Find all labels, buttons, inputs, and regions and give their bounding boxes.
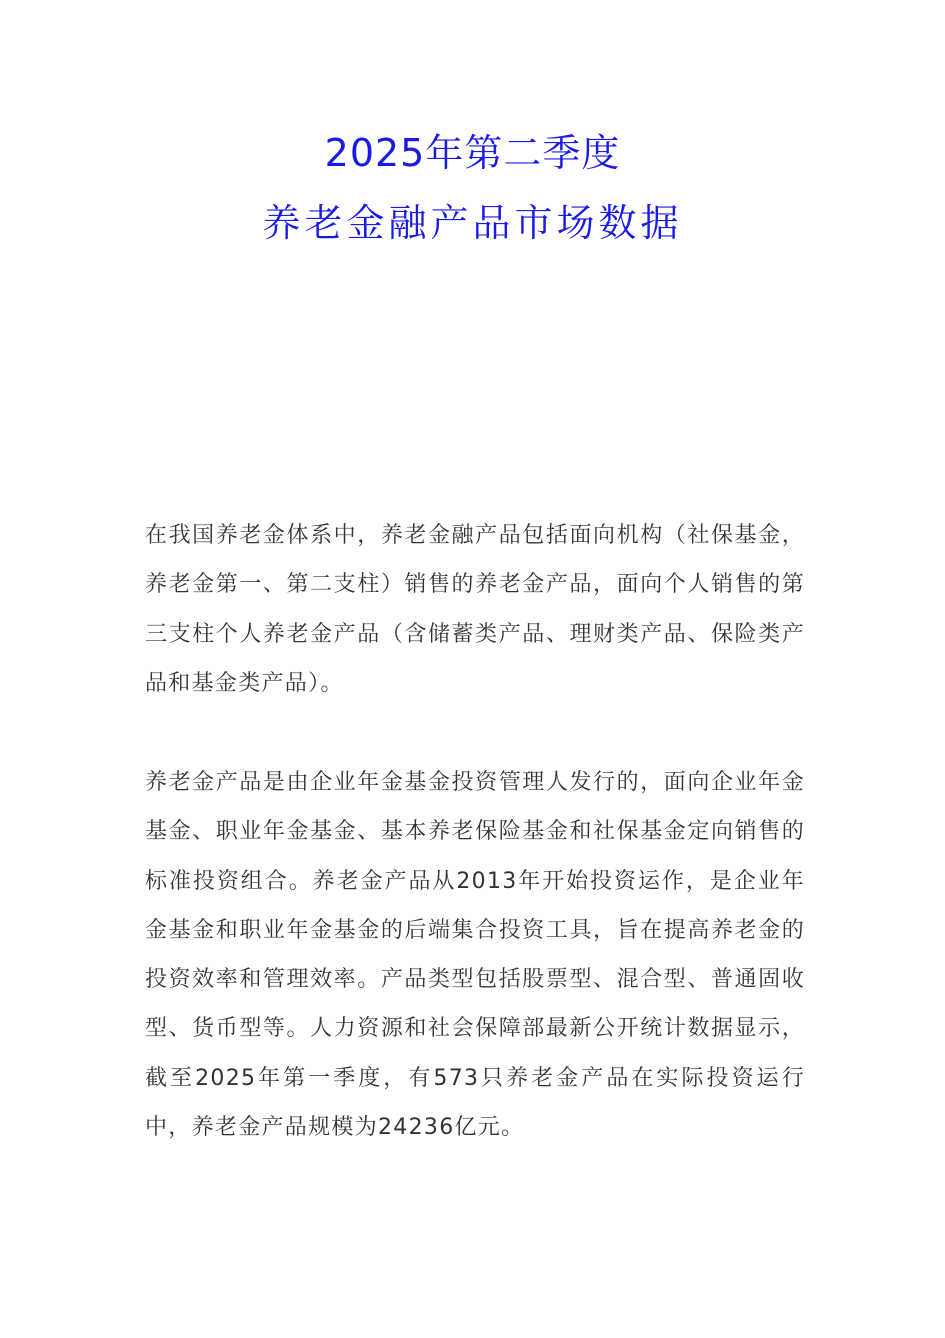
document-title bbox=[0, 118, 945, 258]
title-line-1: 2025年第二季度 bbox=[324, 131, 621, 175]
paragraph-intro: 在我国养老金体系中，养老金融产品包括面向机构（社保基金，养老金第一、第二支柱）销售的养老金产品，面向个人销售的第三支柱个人养老金产品（含储蓄类产品、理财类产品、保险类产品和基金类产品）。 bbox=[145, 523, 805, 696]
paragraph-pension-products: 养老金产品是由企业年金基金投资管理人发行的，面向企业年金基金、职业年金基金、基本养老保险基金和社保基金定向销售的标准投资组合。养老金产品从2013年开始投资运作，是企业年金基金和职业年金基金的后端集合投资工具，旨在提高养老金的投资效率和管理效率。产品类型包括股票型、混合型、普通固收型、货币型等。人力资源和社会保障部最新公开统计数据显示，截至2025年第一季度，有573只养老金产品在实际投资运行中，养老金产品规模为24236亿元。 bbox=[145, 770, 805, 1141]
title-line-2: 养老金融产品市场数据 bbox=[262, 201, 683, 245]
